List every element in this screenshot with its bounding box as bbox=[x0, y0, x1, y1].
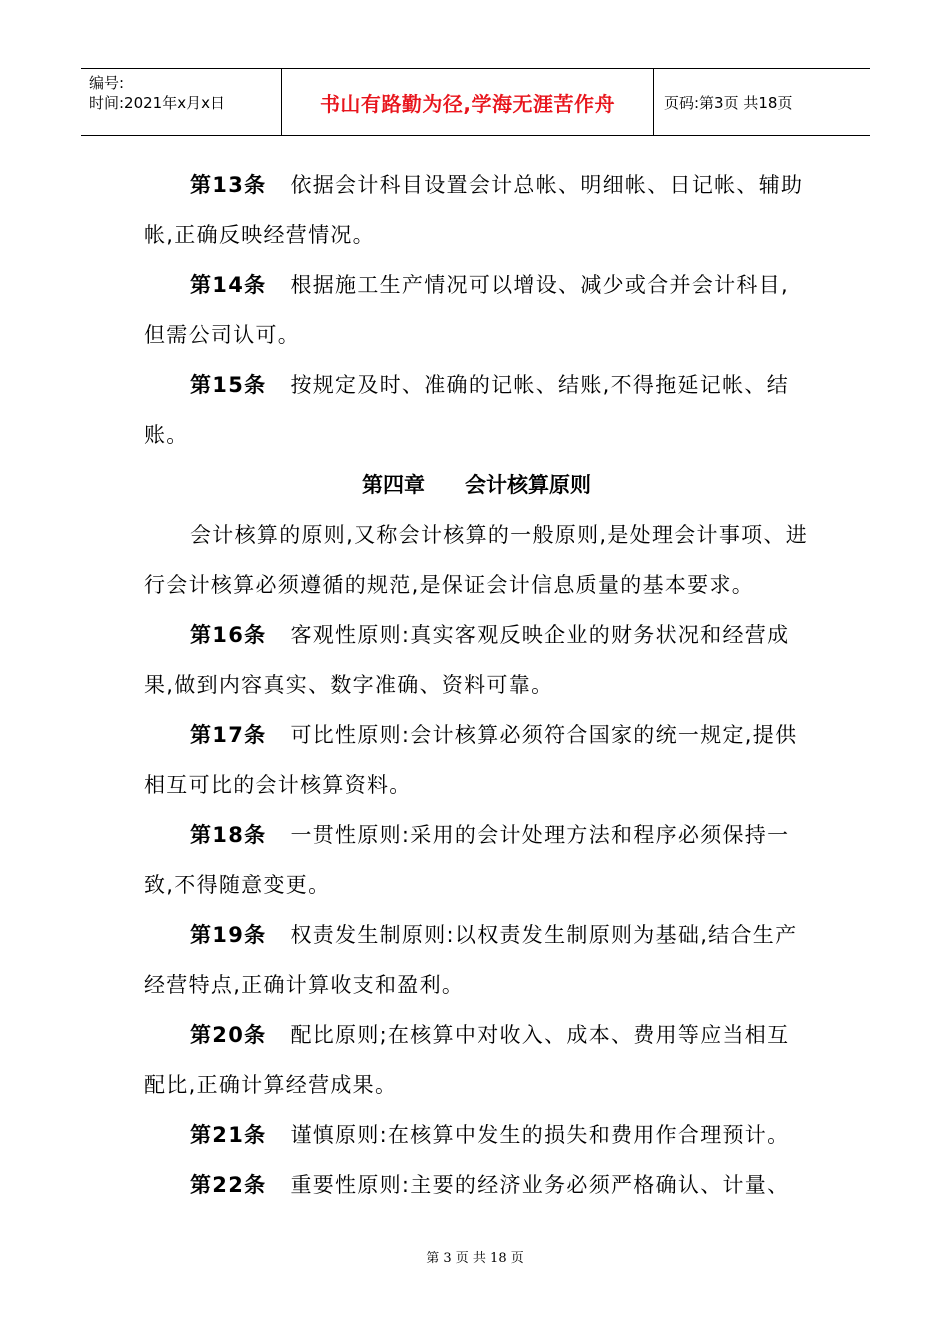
article-number: 第15条 bbox=[190, 373, 267, 397]
chapter-intro: 会计核算的原则,又称会计核算的一般原则,是处理会计事项、进行会计核算必须遵循的规范,是保证会计信息质量的基本要求。 bbox=[144, 523, 809, 597]
article-text: 可比性原则:会计核算必须符合国家的统一规定,提供相互可比的会计核算资料。 bbox=[144, 723, 798, 797]
article-text: 按规定及时、准确的记帐、结账,不得拖延记帐、结账。 bbox=[144, 373, 790, 447]
article-16 bbox=[144, 610, 809, 710]
article-number: 第13条 bbox=[190, 173, 267, 197]
header-motto: 书山有路勤为径,学海无涯苦作舟 bbox=[282, 69, 654, 135]
header-page-info: 页码:第3页 共18页 bbox=[664, 93, 793, 112]
article-text: 依据会计科目设置会计总帐、明细帐、日记帐、辅助帐,正确反映经营情况。 bbox=[144, 173, 804, 247]
article-21 bbox=[144, 1110, 809, 1160]
document-number-label: 编号: bbox=[89, 74, 125, 92]
article-text: 根据施工生产情况可以增设、减少或合并会计科目,但需公司认可。 bbox=[144, 273, 790, 347]
article-number: 第20条 bbox=[190, 1023, 267, 1047]
article-number: 第19条 bbox=[190, 923, 267, 947]
article-number: 第17条 bbox=[190, 723, 267, 747]
article-13 bbox=[144, 160, 809, 260]
page-header bbox=[81, 68, 870, 136]
document-date: 时间:2021年x月x日 bbox=[89, 94, 225, 112]
article-17 bbox=[144, 710, 809, 810]
article-text: 客观性原则:真实客观反映企业的财务状况和经营成果,做到内容真实、数字准确、资料可靠。 bbox=[144, 623, 790, 697]
chapter-heading bbox=[144, 460, 809, 510]
article-18 bbox=[144, 810, 809, 910]
article-14 bbox=[144, 260, 809, 360]
article-number: 第14条 bbox=[190, 273, 267, 297]
article-19 bbox=[144, 910, 809, 1010]
page-footer: 第 3 页 共 18 页 bbox=[426, 1251, 524, 1266]
article-number: 第18条 bbox=[190, 823, 267, 847]
article-20 bbox=[144, 1010, 809, 1110]
article-text: 权责发生制原则:以权责发生制原则为基础,结合生产经营特点,正确计算收支和盈利。 bbox=[144, 923, 798, 997]
article-text: 谨慎原则:在核算中发生的损失和费用作合理预计。 bbox=[290, 1123, 790, 1147]
chapter-number: 第四章 bbox=[362, 473, 425, 497]
article-text: 一贯性原则:采用的会计处理方法和程序必须保持一致,不得随意变更。 bbox=[144, 823, 790, 897]
article-number: 第16条 bbox=[190, 623, 267, 647]
article-text: 重要性原则:主要的经济业务必须严格确认、计量、 bbox=[290, 1173, 790, 1197]
document-body bbox=[144, 160, 809, 1210]
article-15 bbox=[144, 360, 809, 460]
article-text: 配比原则;在核算中对收入、成本、费用等应当相互配比,正确计算经营成果。 bbox=[144, 1023, 790, 1097]
article-22 bbox=[144, 1160, 809, 1210]
article-number: 第22条 bbox=[190, 1173, 267, 1197]
article-number: 第21条 bbox=[190, 1123, 267, 1147]
chapter-title: 会计核算原则 bbox=[465, 473, 591, 497]
header-meta bbox=[81, 69, 282, 135]
